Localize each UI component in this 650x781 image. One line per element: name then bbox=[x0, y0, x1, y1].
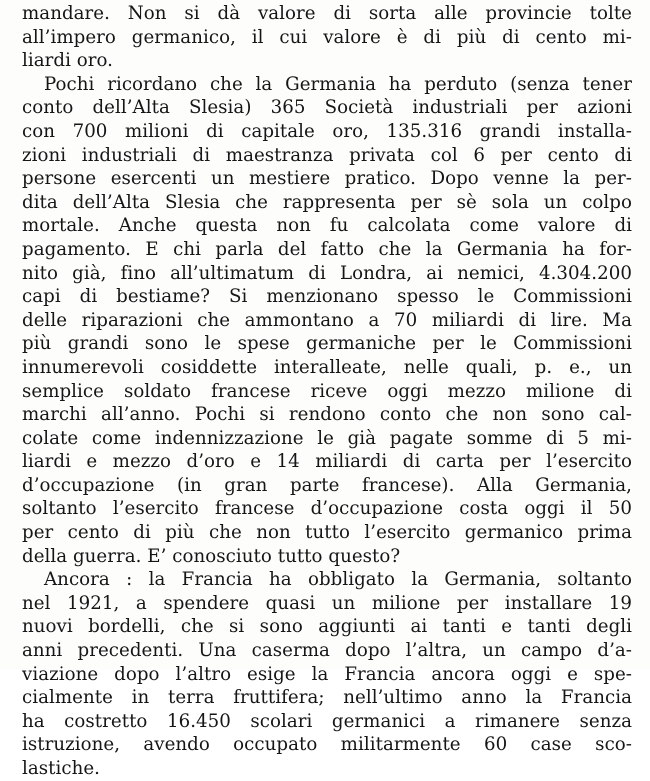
text-line: delle riparazioni che ammontano a 70 miliardi di lire. Ma bbox=[22, 309, 632, 331]
text-line: nuovi bordelli, che si sono aggiunti ai tanti e tanti degli bbox=[22, 616, 632, 638]
text-line: d’occupazione (in gran parte francese). Alla Germania, bbox=[22, 474, 632, 496]
text-line: nel 1921, a spendere quasi un milione per installare 19 bbox=[22, 592, 632, 614]
paragraph-1 bbox=[22, 2, 632, 73]
text-line: anni precedenti. Una caserma dopo l’altra, un campo d’a- bbox=[22, 640, 632, 662]
text-line: marchi all’anno. Pochi si rendono conto che non sono cal- bbox=[22, 404, 632, 426]
text-line: con 700 milioni di capitale oro, 135.316 grandi installa- bbox=[22, 120, 632, 142]
text-line: mortale. Anche questa non fu calcolata come valore di bbox=[22, 215, 632, 237]
paragraph-3 bbox=[22, 568, 632, 780]
text-line: lastiche. bbox=[22, 758, 101, 779]
text-line: della guerra. E’ conosciuto tutto questo? bbox=[22, 545, 401, 567]
text-line: dita dell’Alta Slesia che rappresenta per sè sola un colpo bbox=[22, 191, 632, 213]
text-line: capi di bestiame? Si menzionano spesso le Commissioni bbox=[22, 286, 632, 308]
text-line: nito già, fino all’ultimatum di Londra, ai nemici, 4.304.200 bbox=[22, 262, 632, 284]
body-text bbox=[22, 2, 632, 781]
text-line: all’impero germanico, il cui valore è di più di cento mi- bbox=[22, 26, 632, 48]
text-line: semplice soldato francese riceve oggi mezzo milione di bbox=[22, 380, 632, 402]
text-line: mandare. Non si dà valore di sorta alle provincie tolte bbox=[22, 3, 632, 24]
text-line: cialmente in terra fruttifera; nell’ultimo anno la Francia bbox=[22, 687, 632, 709]
text-line: istruzione, avendo occupato militarmente 60 case sco- bbox=[22, 734, 632, 756]
text-line: liardi e mezzo d’oro e 14 miliardi di carta per l’esercito bbox=[22, 451, 632, 473]
text-line: persone esercenti un mestiere pratico. Dopo venne la per- bbox=[22, 168, 632, 190]
text-line: pagamento. E chi parla del fatto che la Germania ha for- bbox=[22, 238, 632, 260]
text-line: conto dell’Alta Slesia) 365 Società industriali per azioni bbox=[22, 97, 632, 119]
paragraph-2 bbox=[22, 73, 632, 568]
text-line: Ancora : la Francia ha obbligato la Germania, soltanto bbox=[44, 569, 632, 591]
text-line: per cento di più che non tutto l’esercito germanico prima bbox=[22, 522, 632, 544]
text-line: innumerevoli cosiddette interalleate, nelle quali, p. e., un bbox=[22, 356, 632, 378]
text-line: liardi oro. bbox=[22, 50, 114, 72]
text-line: più grandi sono le spese germaniche per le Commissioni bbox=[22, 333, 632, 355]
text-line: zioni industriali di maestranza privata col 6 per cento di bbox=[22, 144, 632, 166]
text-line: Pochi ricordano che la Germania ha perduto (senza tener bbox=[44, 73, 632, 95]
text-line: colate come indennizzazione le già pagate somme di 5 mi- bbox=[22, 427, 632, 449]
text-line: viazione dopo l’altro esige la Francia ancora oggi e spe- bbox=[22, 663, 632, 685]
text-line: ha costretto 16.450 scolari germanici a rimanere senza bbox=[22, 710, 632, 732]
text-line: soltanto l’esercito francese d’occupazione costa oggi il 50 bbox=[22, 498, 632, 520]
